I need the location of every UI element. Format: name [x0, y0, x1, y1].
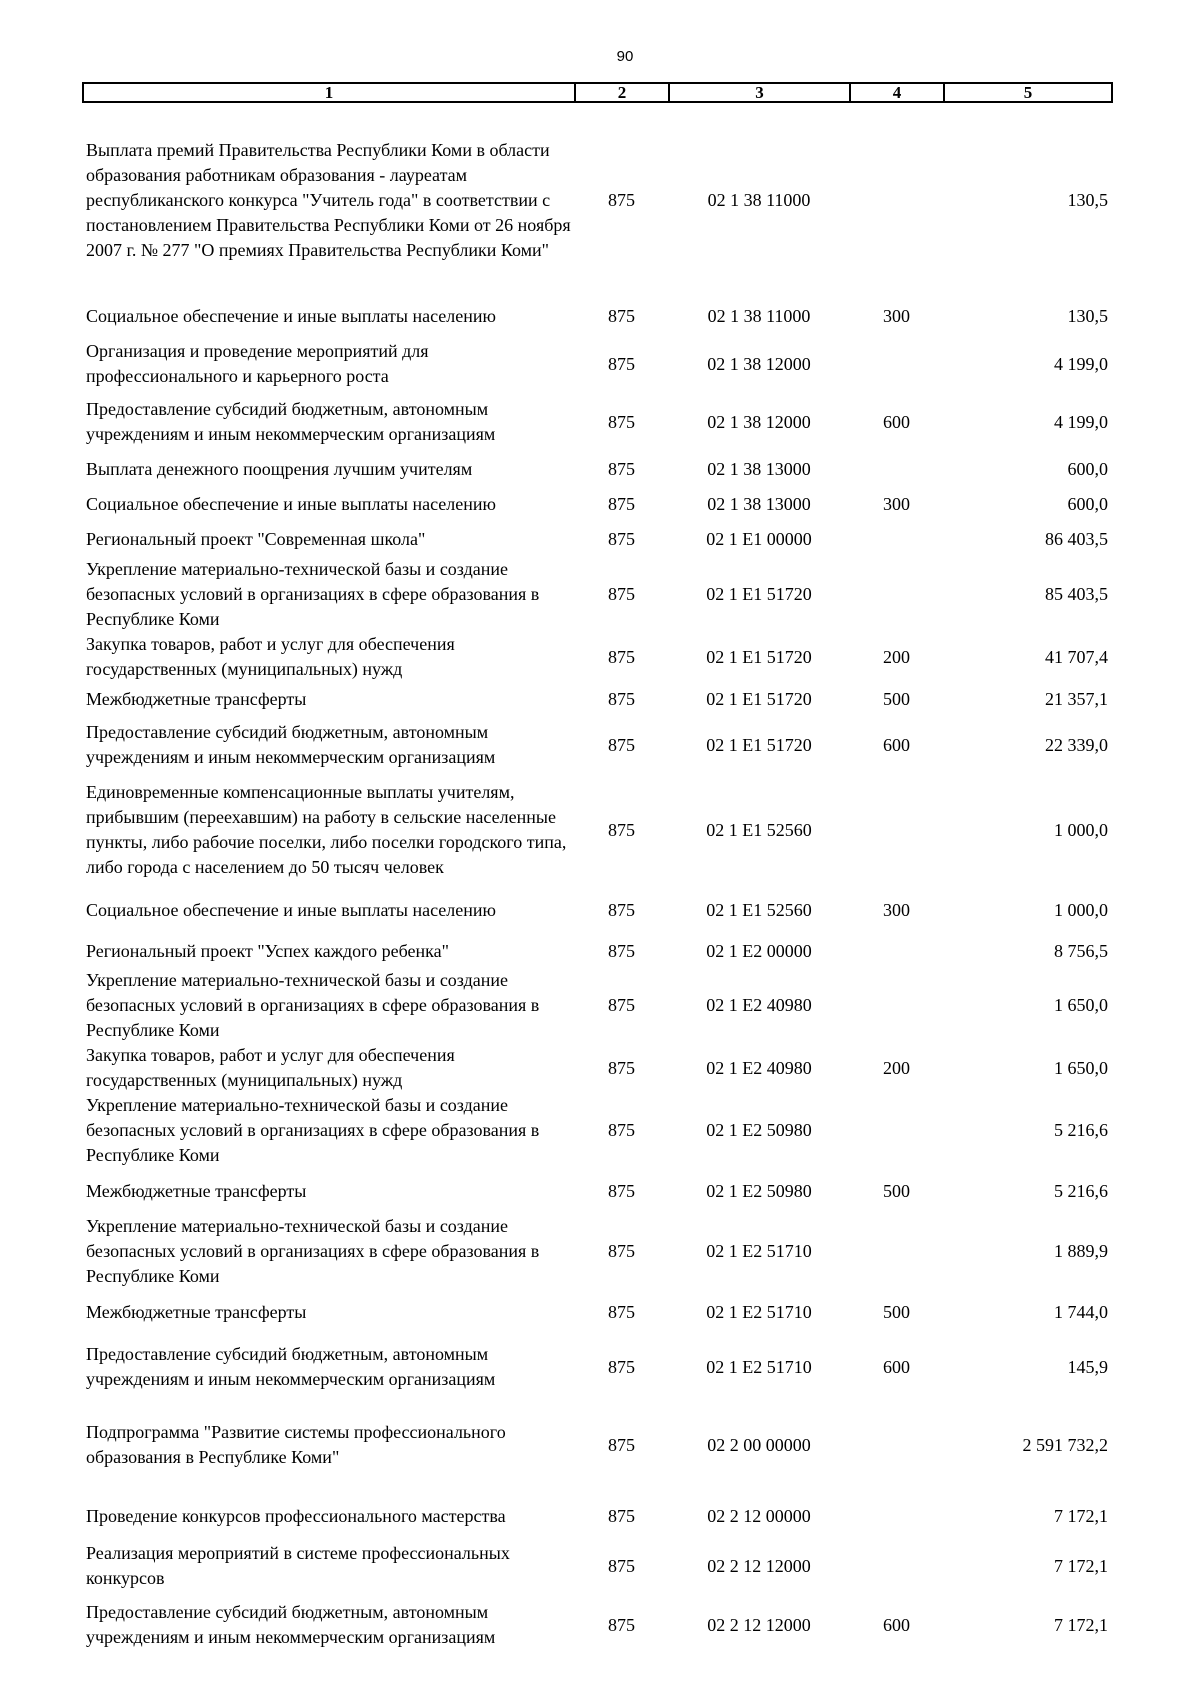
- row-name-cell: Проведение конкурсов профессионального мастерства: [86, 1505, 506, 1526]
- row-vr-cell: 500: [883, 1180, 910, 1201]
- row-sum-cell: 4 199,0: [1054, 411, 1108, 432]
- row-ved-cell: 875: [608, 411, 635, 432]
- row-ved-cell: 875: [608, 1120, 635, 1140]
- header-row: [83, 83, 1112, 102]
- table-row: [83, 716, 1112, 774]
- row-sum-cell: 7 172,1: [1054, 1505, 1108, 1526]
- row-name-cell: Выплата денежного поощрения лучшим учителям: [86, 458, 473, 479]
- row-ved-cell: 875: [608, 1180, 635, 1201]
- row-sum-cell: 85 403,5: [1045, 584, 1108, 604]
- row-name-cell: Единовременные компенсационные выплаты учителям, прибывшим (переехавшим) на работу в сельские населенные пункты, либо рабочие поселки, либо поселки городского типа, либо города с населением до 50 тысяч человек: [86, 782, 567, 877]
- row-sum-cell: 1 650,0: [1054, 995, 1108, 1015]
- row-sum-cell: 600,0: [1067, 458, 1108, 479]
- row-csr-cell: 02 1 E1 51720: [706, 584, 812, 604]
- table-row: [83, 297, 1112, 335]
- row-ved-cell: 875: [608, 1555, 635, 1576]
- row-sum-cell: 1 000,0: [1054, 899, 1108, 920]
- row-name-cell: Предоставление субсидий бюджетным, автономным учреждениям и иным некоммерческим организациям: [86, 399, 496, 444]
- row-csr-cell: 02 1 38 13000: [707, 493, 811, 514]
- row-name-cell: Укрепление материально-технической базы и создание безопасных условий в организациях в сфере образования в Республике Коми: [86, 559, 540, 629]
- row-name-cell: Межбюджетные трансферты: [86, 688, 307, 709]
- row-vr-cell: 600: [883, 734, 910, 755]
- row-ved-cell: 875: [608, 493, 635, 514]
- row-name-cell: Укрепление материально-технической базы и создание безопасных условий в организациях в сфере образования в Республике Коми: [86, 970, 540, 1040]
- row-name-cell: Организация и проведение мероприятий для профессионального и карьерного роста: [86, 341, 429, 386]
- row-name-cell: Межбюджетные трансферты: [86, 1180, 307, 1201]
- table-row: [83, 335, 1112, 393]
- row-name-cell: Укрепление материально-технической базы и создание безопасных условий в организациях в сфере образования в Республике Коми: [86, 1216, 540, 1286]
- row-csr-cell: 02 1 38 13000: [707, 458, 811, 479]
- row-sum-cell: 4 199,0: [1054, 353, 1108, 374]
- row-name-cell: Укрепление материально-технической базы и создание безопасных условий в организациях в сфере образования в Республике Коми: [86, 1095, 540, 1165]
- row-vr-cell: [850, 1541, 944, 1591]
- row-vr-cell: [850, 1093, 944, 1168]
- table-row: [83, 1043, 1112, 1093]
- row-sum-cell: 2 591 732,2: [1022, 1434, 1108, 1455]
- row-ved-cell: 875: [608, 1614, 635, 1635]
- table-row: [83, 968, 1112, 1043]
- row-csr-cell: 02 1 E2 51710: [706, 1241, 812, 1261]
- row-name-cell: Закупка товаров, работ и услуг для обеспечения государственных (муниципальных) нужд: [86, 1045, 455, 1090]
- row-vr-cell: [850, 1214, 944, 1289]
- row-csr-cell: 02 1 E1 51720: [706, 688, 812, 709]
- table-row: [83, 682, 1112, 716]
- row-csr-cell: 02 1 E2 50980: [706, 1120, 812, 1140]
- row-name-cell: Реализация мероприятий в системе профессиональных конкурсов: [86, 1543, 510, 1588]
- column-header-4: 4: [850, 83, 944, 102]
- table-row: [83, 1289, 1112, 1335]
- row-vr-cell: 500: [883, 1301, 910, 1322]
- row-csr-cell: 02 1 38 11000: [707, 189, 811, 210]
- row-csr-cell: 02 1 E1 51720: [706, 646, 812, 667]
- table-row: [83, 487, 1112, 521]
- row-ved-cell: 875: [608, 528, 635, 549]
- row-csr-cell: 02 1 E2 40980: [706, 1057, 812, 1078]
- table-row: [83, 102, 1112, 297]
- row-name-cell: Закупка товаров, работ и услуг для обеспечения государственных (муниципальных) нужд: [86, 634, 455, 679]
- row-csr-cell: 02 1 38 12000: [707, 353, 811, 374]
- row-vr-cell: 600: [883, 1614, 910, 1635]
- table-row: [83, 521, 1112, 557]
- row-name-cell: Региональный проект "Успех каждого ребенка": [86, 940, 449, 961]
- row-sum-cell: 1 744,0: [1054, 1301, 1108, 1322]
- row-csr-cell: 02 1 E2 40980: [706, 995, 812, 1015]
- row-csr-cell: 02 1 E2 00000: [706, 940, 812, 961]
- row-ved-cell: 875: [608, 819, 635, 840]
- row-vr-cell: 200: [883, 646, 910, 667]
- row-ved-cell: 875: [608, 458, 635, 479]
- table-row: [83, 1093, 1112, 1168]
- row-ved-cell: 875: [608, 305, 635, 326]
- row-sum-cell: 41 707,4: [1045, 646, 1108, 667]
- row-vr-cell: 600: [883, 411, 910, 432]
- row-csr-cell: 02 1 E2 51710: [706, 1301, 812, 1322]
- row-vr-cell: 300: [883, 493, 910, 514]
- table-row: [83, 934, 1112, 968]
- row-ved-cell: 875: [608, 899, 635, 920]
- row-csr-cell: 02 2 12 12000: [707, 1555, 811, 1576]
- row-sum-cell: 8 756,5: [1054, 940, 1108, 961]
- row-csr-cell: 02 1 E1 00000: [706, 528, 812, 549]
- row-sum-cell: 22 339,0: [1045, 734, 1108, 755]
- table-row: [83, 632, 1112, 682]
- row-sum-cell: 600,0: [1067, 493, 1108, 514]
- row-sum-cell: 5 216,6: [1054, 1180, 1108, 1201]
- row-csr-cell: 02 2 12 12000: [707, 1614, 811, 1635]
- row-ved-cell: 875: [608, 1301, 635, 1322]
- table-row: [83, 1335, 1112, 1399]
- row-sum-cell: 1 000,0: [1054, 819, 1108, 840]
- column-header-5: 5: [944, 83, 1112, 102]
- row-ved-cell: 875: [608, 995, 635, 1015]
- row-ved-cell: 875: [608, 1241, 635, 1261]
- row-vr-cell: [850, 968, 944, 1043]
- row-name-cell: Социальное обеспечение и иные выплаты населению: [86, 899, 496, 920]
- row-csr-cell: 02 1 E2 50980: [706, 1180, 812, 1201]
- row-csr-cell: 02 1 E1 51720: [706, 734, 812, 755]
- row-name-cell: Выплата премий Правительства Республики Коми в области образования работникам образования - лауреатам республиканского конкурса "Учитель года" в соответствии с постановлением Правительства Республики Коми от 26 ноября 2007 г. № 277 "О премиях Правительства Республики Коми": [86, 139, 571, 260]
- row-vr-cell: 600: [883, 1356, 910, 1377]
- row-csr-cell: 02 1 38 12000: [707, 411, 811, 432]
- row-csr-cell: 02 2 00 00000: [707, 1434, 811, 1455]
- row-vr-cell: 300: [883, 899, 910, 920]
- row-vr-cell: 300: [883, 305, 910, 326]
- row-sum-cell: 1 650,0: [1054, 1057, 1108, 1078]
- row-ved-cell: 875: [608, 1057, 635, 1078]
- table-row: [83, 393, 1112, 451]
- column-header-3: 3: [669, 83, 850, 102]
- row-ved-cell: 875: [608, 1505, 635, 1526]
- row-csr-cell: 02 1 38 11000: [707, 305, 811, 326]
- row-sum-cell: 5 216,6: [1054, 1120, 1108, 1140]
- row-csr-cell: 02 2 12 00000: [707, 1505, 811, 1526]
- row-sum-cell: 130,5: [1067, 189, 1108, 210]
- row-vr-cell: [850, 335, 944, 393]
- row-csr-cell: 02 1 E2 51710: [706, 1356, 812, 1377]
- row-vr-cell: [850, 774, 944, 886]
- row-ved-cell: 875: [608, 646, 635, 667]
- row-ved-cell: 875: [608, 1434, 635, 1455]
- table-row: [83, 1491, 1112, 1541]
- row-name-cell: Межбюджетные трансферты: [86, 1301, 307, 1322]
- row-sum-cell: 21 357,1: [1045, 688, 1108, 709]
- row-vr-cell: [850, 1491, 944, 1541]
- row-name-cell: Предоставление субсидий бюджетным, автономным учреждениям и иным некоммерческим организациям: [86, 1344, 496, 1389]
- row-csr-cell: 02 1 E1 52560: [706, 819, 812, 840]
- table-row: [83, 886, 1112, 934]
- row-name-cell: Предоставление субсидий бюджетным, автономным учреждениям и иным некоммерческим организациям: [86, 1602, 496, 1647]
- row-vr-cell: [850, 1399, 944, 1491]
- row-ved-cell: 875: [608, 734, 635, 755]
- page-number: 90: [616, 48, 634, 65]
- row-ved-cell: 875: [608, 940, 635, 961]
- row-sum-cell: 130,5: [1067, 305, 1108, 326]
- column-header-1: 1: [83, 83, 575, 102]
- row-vr-cell: [850, 934, 944, 968]
- row-ved-cell: 875: [608, 353, 635, 374]
- row-sum-cell: 86 403,5: [1045, 528, 1108, 549]
- table-row: [83, 1168, 1112, 1214]
- row-vr-cell: [850, 521, 944, 557]
- row-vr-cell: 200: [883, 1057, 910, 1078]
- row-sum-cell: 145,9: [1067, 1356, 1108, 1377]
- table-row: [83, 1591, 1112, 1659]
- row-csr-cell: 02 1 E1 52560: [706, 899, 812, 920]
- row-vr-cell: 500: [883, 688, 910, 709]
- row-ved-cell: 875: [608, 189, 635, 210]
- table-row: [83, 451, 1112, 487]
- column-header-2: 2: [575, 83, 669, 102]
- row-vr-cell: [850, 102, 944, 297]
- table-row: [83, 1541, 1112, 1591]
- row-vr-cell: [850, 451, 944, 487]
- row-name-cell: Социальное обеспечение и иные выплаты населению: [86, 305, 496, 326]
- budget-table: [82, 82, 1113, 1659]
- row-name-cell: Подпрограмма "Развитие системы профессионального образования в Республике Коми": [86, 1422, 506, 1467]
- table-row: [83, 1399, 1112, 1491]
- row-sum-cell: 7 172,1: [1054, 1614, 1108, 1635]
- row-name-cell: Социальное обеспечение и иные выплаты населению: [86, 493, 496, 514]
- table-row: [83, 774, 1112, 886]
- row-ved-cell: 875: [608, 584, 635, 604]
- table-row: [83, 1214, 1112, 1289]
- row-ved-cell: 875: [608, 688, 635, 709]
- row-name-cell: Предоставление субсидий бюджетным, автономным учреждениям и иным некоммерческим организациям: [86, 722, 496, 767]
- row-name-cell: Региональный проект "Современная школа": [86, 528, 426, 549]
- row-sum-cell: 1 889,9: [1054, 1241, 1108, 1261]
- row-ved-cell: 875: [608, 1356, 635, 1377]
- row-sum-cell: 7 172,1: [1054, 1555, 1108, 1576]
- row-vr-cell: [850, 557, 944, 632]
- table-row: [83, 557, 1112, 632]
